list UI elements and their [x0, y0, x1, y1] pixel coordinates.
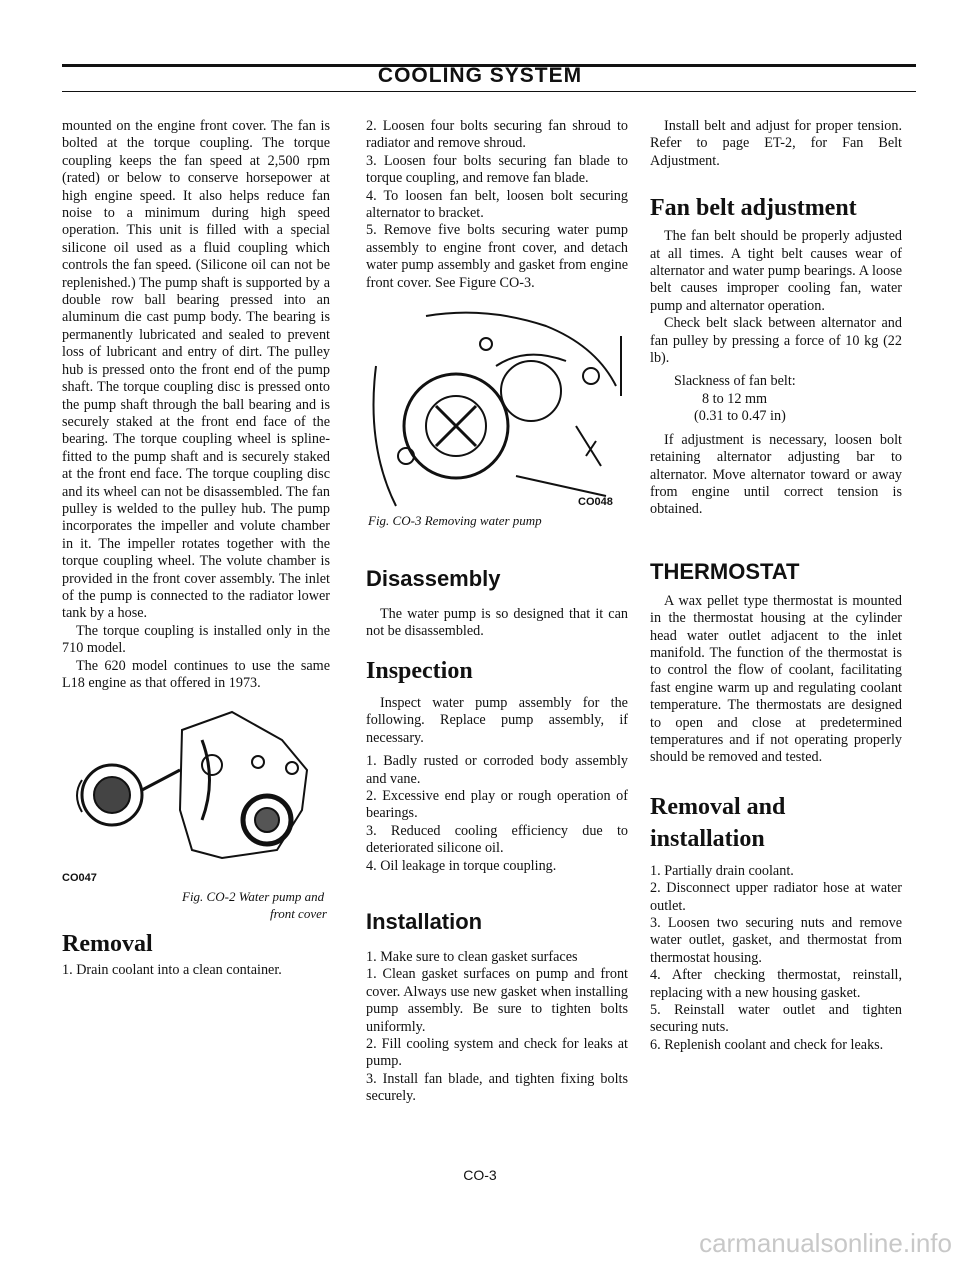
removing-water-pump-illustration	[366, 306, 628, 511]
thermostat-heading: THERMOSTAT	[650, 558, 800, 584]
installation-step-1b: 1. Clean gasket surfaces on pump and front cover. Always use new gasket when installing pump assembly. Be sure to tighten bolts uniformly.	[366, 966, 628, 1035]
removal-heading: Removal	[62, 931, 153, 958]
inspection-item-3: 3. Reduced cooling efficiency due to deteriorated silicone oil.	[366, 822, 628, 857]
inspection-item-1: 1. Badly rusted or corroded body assembly and vane.	[366, 753, 628, 787]
slackness-mm: 8 to 12 mm	[702, 390, 768, 407]
thermostat-step-5: 5. Reinstall water outlet and tighten securing nuts.	[650, 1002, 902, 1036]
watermark: carmanualsonline.info	[699, 1228, 952, 1258]
installation-heading: Installation	[366, 908, 483, 934]
inspection-item-2: 2. Excessive end play or rough operation of bearings.	[366, 787, 628, 822]
column-2	[366, 118, 628, 1106]
removal-step-5: 5. Remove five bolts securing water pump assembly to engine front cover, and detach water pump assembly and gasket from engine front cover. See Figure CO-3.	[366, 222, 628, 291]
removal-installation-heading-2: installation	[650, 825, 765, 852]
disassembly-heading: Disassembly	[366, 566, 501, 592]
thermostat-step-6: 6. Replenish coolant and check for leaks.	[650, 1036, 884, 1053]
water-pump-front-cover-illustration	[62, 700, 330, 860]
figure-co3	[366, 306, 628, 536]
installation-step-3: 3. Install fan blade, and tighten fixing bolts securely.	[366, 1070, 628, 1105]
removal-step-2: 2. Loosen four bolts securing fan shroud to radiator and remove shroud.	[366, 118, 628, 152]
column-3	[650, 118, 902, 1054]
disassembly-text: The water pump is so designed that it can not be disassembled.	[366, 606, 628, 640]
column-1	[62, 118, 330, 980]
thermostat-step-2: 2. Disconnect upper radiator hose at water outlet.	[650, 880, 902, 914]
thermostat-text: A wax pellet type thermostat is mounted in the thermostat housing at the cylinder head water outlet adjacent to the inlet manifold. The function of the thermostat is to control the flow of coolant, facilitating fast engine warm up and regulating coolant temperature. The thermostats are designed to open and close at predetermined temperatures and if not operating properly should be removed and tested.	[650, 592, 902, 766]
thermostat-step-3: 3. Loosen two securing nuts and remove water outlet, gasket, and thermostat from thermostat housing.	[650, 915, 902, 966]
pump-description: mounted on the engine front cover. The fan is bolted at the torque coupling. The torque coupling keeps the fan speed at 2,500 rpm (rated) or below to conserve horsepower at high engine speed. It also helps reduce fan noise to a minimum during high speed operation. This unit is filled with a special silicone oil used as a fluid coupling which controls the fan speed. (Silicone oil can not be replenished.) The pump shaft is supported by a double row ball bearing pressed into an aluminum die cast pump body. The bearing is permanently lubricated and sealed to prevent loss of lubricant and entry of dirt. The pulley hub is pressed onto the front end of the pump shaft. The torque coupling disc is pressed onto the pump shaft through the ball bearing and is securely staked at the front end face of the bearing. The torque coupling wheel is spline-fitted to the pump shaft and is securely staked at the front end face. The torque coupling disc and its wheel can not be disassembled. The fan pulley is welded to the pulley hub. The pump incorporates the impeller and volute chamber in it. The impeller rotates together with the torque coupling wheel. The volute chamber is provided in the front cover assembly. The inlet of the pump is connected to the radiator lower tank by a hose.	[62, 118, 330, 622]
figure-code: CO048	[578, 496, 613, 509]
model-620-note: The 620 model continues to use the same L18 engine as that offered in 1973.	[62, 657, 330, 691]
removal-step-1: 1. Drain coolant into a clean container.	[62, 962, 282, 979]
page-number: CO-3	[463, 1167, 497, 1183]
thermostat-step-4: 4. After checking thermostat, reinstall, replacing with a new housing gasket.	[650, 967, 902, 1001]
thermostat-step-1: 1. Partially drain coolant.	[650, 862, 794, 879]
figure-caption: Fig. CO-3 Removing water pump	[368, 513, 542, 529]
header-rule-bottom	[62, 91, 916, 92]
inspection-item-4: 4. Oil leakage in torque coupling.	[366, 857, 557, 874]
fan-belt-text-3: If adjustment is necessary, loosen bolt retaining alternator adjusting bar to alternator. Move alternator toward or away from engine until correct tension is obtained.	[650, 431, 902, 518]
removal-step-4: 4. To loosen fan belt, loosen bolt securing alternator to bracket.	[366, 187, 628, 222]
removal-installation-heading-1: Removal and	[650, 793, 786, 820]
inspection-text: Inspect water pump assembly for the following. Replace pump assembly, if necessary.	[366, 694, 628, 746]
install-belt-text: Install belt and adjust for proper tension. Refer to page ET-2, for Fan Belt Adjustment.	[650, 118, 902, 169]
torque-coupling-note: The torque coupling is installed only in the 710 model.	[62, 622, 330, 657]
slackness-in: (0.31 to 0.47 in)	[694, 408, 786, 425]
installation-step-1a: 1. Make sure to clean gasket surfaces	[366, 948, 578, 965]
figure-code: CO047	[62, 872, 97, 885]
removal-step-3: 3. Loosen four bolts securing fan blade to torque coupling, and remove fan blade.	[366, 152, 628, 187]
installation-step-2: 2. Fill cooling system and check for leaks at pump.	[366, 1035, 628, 1070]
fan-belt-text-2: Check belt slack between alternator and fan pulley by pressing a force of 10 kg (22 lb).	[650, 315, 902, 367]
figure-caption-line2: front cover	[270, 906, 327, 922]
inspection-heading: Inspection	[366, 657, 473, 684]
figure-caption-line1: Fig. CO-2 Water pump and	[182, 889, 325, 905]
page-title: COOLING SYSTEM	[377, 64, 583, 87]
figure-co2	[62, 700, 330, 920]
slackness-label: Slackness of fan belt:	[674, 373, 796, 390]
fan-belt-heading: Fan belt adjustment	[650, 195, 857, 222]
fan-belt-text-1: The fan belt should be properly adjusted at all times. A tight belt causes wear of alternator and water pump bearings. A loose belt causes improper cooling fan, water pump and alternator operation.	[650, 228, 902, 314]
